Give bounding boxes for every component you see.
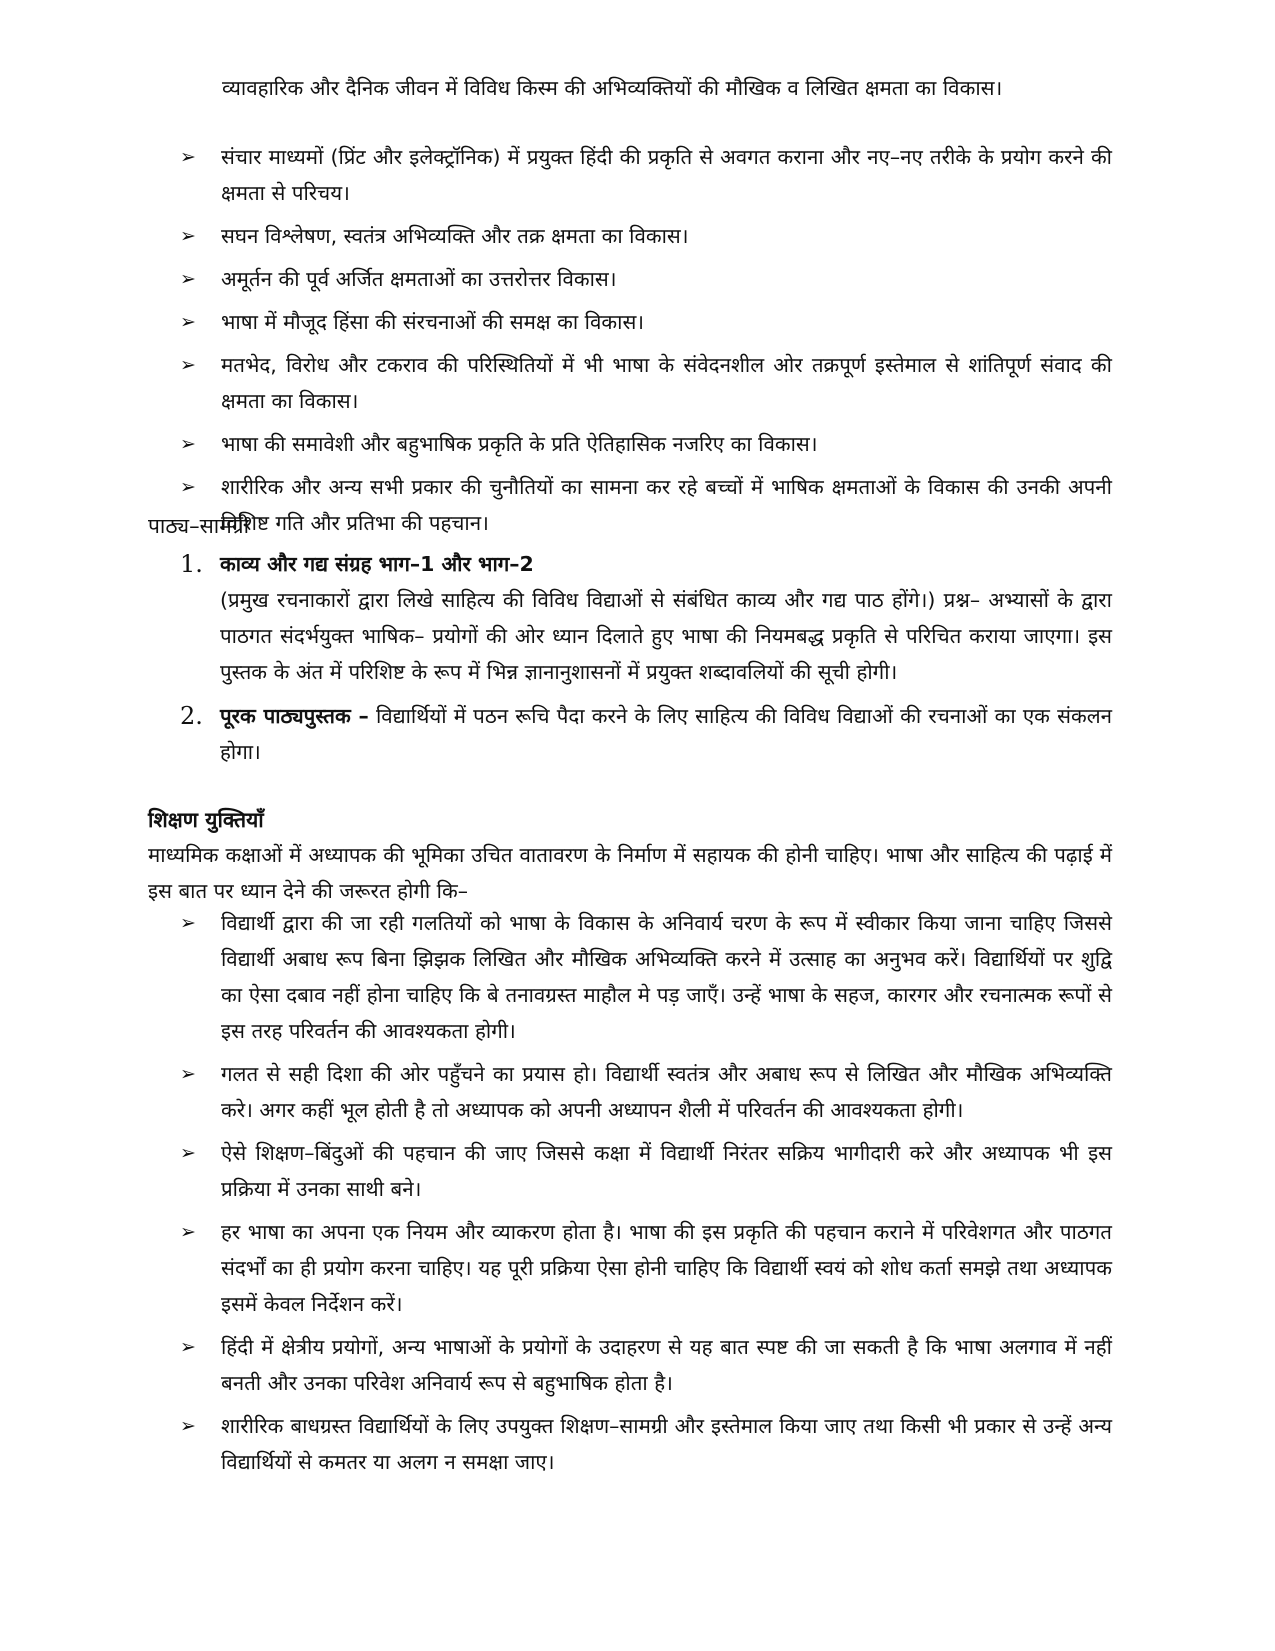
arrow-bullet-icon: ➢ bbox=[180, 1063, 196, 1085]
material-list bbox=[180, 546, 1112, 770]
arrow-bullet-icon: ➢ bbox=[180, 1221, 196, 1243]
arrow-bullet-icon: ➢ bbox=[180, 1336, 196, 1358]
continued-paragraph: व्यावहारिक और दैनिक जीवन में विविध किस्म की अभिव्यक्तियों की मौखिक व लिखित क्षमता का विकास। bbox=[222, 76, 1003, 100]
arrow-bullet-icon: ➢ bbox=[180, 311, 196, 333]
arrow-bullet-icon: ➢ bbox=[180, 1142, 196, 1164]
list-item: ➢ हर भाषा का अपना एक नियम और व्याकरण होता है। भाषा की इस प्रकृति की पहचान कराने में परिवेशगत और पाठगत संदर्भों का ही प्रयोग करना चाहिए। यह पूरी प्रक्रिया ऐसा होनी चाहिए कि विद्यार्थी स्वयं को शोध कर्ता समझे तथा अध्यापक इसमें केवल निर्देशन करें। bbox=[180, 1214, 1112, 1322]
material-item-title: पूरक पाठ्यपुस्तक – bbox=[220, 704, 369, 728]
arrow-bullet-icon: ➢ bbox=[180, 912, 196, 934]
material-item bbox=[180, 546, 1112, 690]
list-item: ➢ ऐसे शिक्षण–बिंदुओं की पहचान की जाए जिससे कक्षा में विद्यार्थी निरंतर सक्रिय भागीदारी करे और अध्यापक भी इस प्रक्रिया में उनका साथी बने। bbox=[180, 1135, 1112, 1207]
teaching-section bbox=[180, 905, 1112, 1487]
material-heading: पाठ्य–सामग्री bbox=[148, 514, 250, 538]
material-item-title: काव्य और गद्य संग्रह भाग–1 और भाग–2 bbox=[220, 552, 534, 576]
arrow-bullet-icon: ➢ bbox=[180, 225, 196, 247]
list-item: ➢ भाषा में मौजूद हिंसा की संरचनाओं की समक्ष का विकास। bbox=[180, 304, 1112, 340]
item-number: 1. bbox=[180, 550, 203, 578]
list-item: ➢ विद्यार्थी द्वारा की जा रही गलतियों को भाषा के विकास के अनिवार्य चरण के रूप में स्वीकार किया जाना चाहिए जिससे विद्यार्थी अबाध रूप बिना झिझक लिखित और मौखिक अभिव्यक्ति करने में उत्साह का अनुभव करें। विद्यार्थियों पर शुद्वि का ऐसा दबाव नहीं होना चाहिए कि बे तनावग्रस्त माहौल मे पड़ जाएँ। उन्हें भाषा के सहज, कारगर और रचनात्मक रूपों से इस तरह परिवर्तन की आवश्यकता होगी। bbox=[180, 905, 1112, 1049]
list-item: ➢ भाषा की समावेशी और बहुभाषिक प्रकृति के प्रति ऐतिहासिक नजरिए का विकास। bbox=[180, 426, 1112, 462]
objectives-section bbox=[180, 139, 1112, 548]
list-item: ➢ संचार माध्यमों (प्रिंट और इलेक्ट्रॉनिक) में प्रयुक्त हिंदी की प्रकृति से अवगत कराना और नए–नए तरीके के प्रयोग करने की क्षमता से परिचय। bbox=[180, 139, 1112, 211]
arrow-bullet-icon: ➢ bbox=[180, 433, 196, 455]
list-item: ➢ शारीरिक बाधग्रस्त विद्यार्थियों के लिए उपयुक्त शिक्षण–सामग्री और इस्तेमाल किया जाए तथा किसी भी प्रकार से उन्हें अन्य विद्यार्थियों से कमतर या अलग न समक्षा जाए। bbox=[180, 1408, 1112, 1480]
arrow-bullet-icon: ➢ bbox=[180, 354, 196, 376]
list-item: ➢ गलत से सही दिशा की ओर पहुँचने का प्रयास हो। विद्यार्थी स्वतंत्र और अबाध रूप से लिखित और मौखिक अभिव्यक्ति करे। अगर कहीं भूल होती है तो अध्यापक को अपनी अध्यापन शैली में परिवर्तन की आवश्यकता होगी। bbox=[180, 1056, 1112, 1128]
arrow-bullet-icon: ➢ bbox=[180, 476, 196, 498]
objectives-list bbox=[180, 139, 1112, 541]
arrow-bullet-icon: ➢ bbox=[180, 1415, 196, 1437]
teaching-heading: शिक्षण युक्तियाँ bbox=[148, 808, 264, 832]
material-section bbox=[180, 546, 1112, 778]
material-item-body: विद्यार्थियों में पठन रूचि पैदा करने के लिए साहित्य की विविध विद्याओं की रचनाओं का एक संकलन होगा। bbox=[220, 704, 1112, 764]
list-item: ➢ शारीरिक और अन्य सभी प्रकार की चुनौतियों का सामना कर रहे बच्चों में भाषिक क्षमताओं के विकास की उनकी अपनी विशिष्ट गति और प्रतिभा की पहचान। bbox=[180, 469, 1112, 541]
list-item: ➢ सघन विश्लेषण, स्वतंत्र अभिव्यक्ति और तक्र क्षमता का विकास। bbox=[180, 218, 1112, 254]
item-number: 2. bbox=[180, 702, 203, 730]
material-item-body: (प्रमुख रचनाकारों द्वारा लिखे साहित्य की विविध विद्याओं से संबंधित काव्य और गद्य पाठ होंगे।) प्रश्न– अभ्यासों के द्वारा पाठगत संदर्भयुक्त भाषिक– प्रयोगों की ओर ध्यान दिलाते हुए भाषा की नियमबद्ध प्रकृति से परिचित कराया जाएगा। इस पुस्तक के अंत में परिशिष्ट के रूप में भिन्न ज्ञानानुशासनों में प्रयुक्त शब्दावलियों की सूची होगी। bbox=[220, 588, 1112, 684]
list-item: ➢ अमूर्तन की पूर्व अर्जित क्षमताओं का उत्तरोत्तर विकास। bbox=[180, 261, 1112, 297]
teaching-intro: माध्यमिक कक्षाओं में अध्यापक की भूमिका उचित वातावरण के निर्माण में सहायक की होनी चाहिए। भाषा और साहित्य की पढ़ाई में इस बात पर ध्यान देने की जरूरत होगी कि– bbox=[148, 843, 1112, 903]
arrow-bullet-icon: ➢ bbox=[180, 146, 196, 168]
arrow-bullet-icon: ➢ bbox=[180, 268, 196, 290]
list-item: ➢ हिंदी में क्षेत्रीय प्रयोगों, अन्य भाषाओं के प्रयोगों के उदाहरण से यह बात स्पष्ट की जा सकती है कि भाषा अलगाव में नहीं बनती और उनका परिवेश अनिवार्य रूप से बहुभाषिक होता है। bbox=[180, 1329, 1112, 1401]
material-item bbox=[180, 698, 1112, 770]
teaching-list bbox=[180, 905, 1112, 1480]
list-item: ➢ मतभेद, विरोध और टकराव की परिस्थितियों में भी भाषा के संवेदनशील ओर तक्रपूर्ण इस्तेमाल से शांतिपूर्ण संवाद की क्षमता का विकास। bbox=[180, 347, 1112, 419]
